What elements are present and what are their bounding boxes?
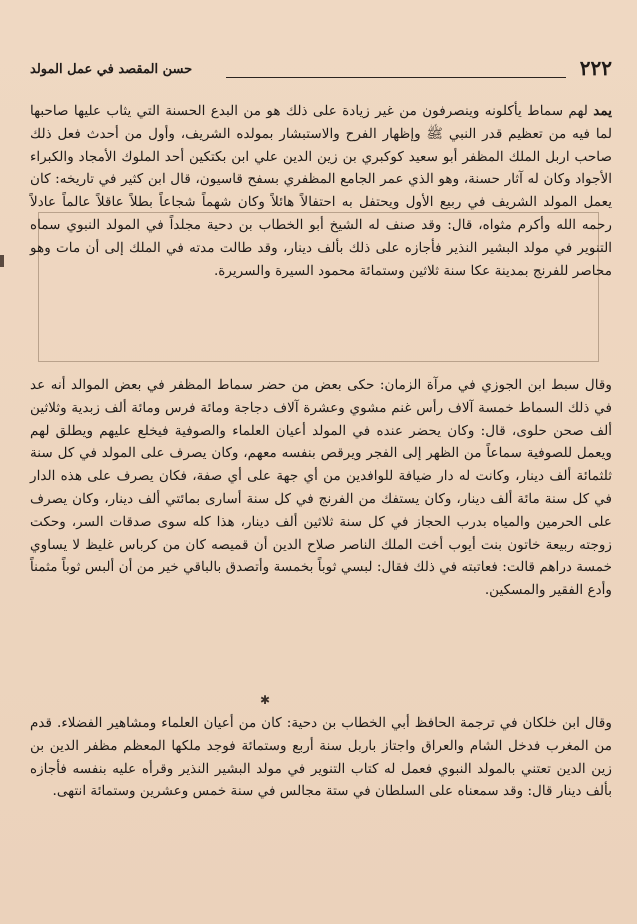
paragraph-1-lead: يمد: [593, 103, 612, 119]
page-header: [30, 56, 612, 86]
paragraph-1: [30, 100, 612, 282]
paragraph-2: وقال سبط ابن الجوزي في مرآة الزمان: حكى بعض من حضر سماط المظفر في بعض الموالد أنه عد في ذلك السماط خمسة آلاف رأس غنم مشوي وعشرة آلاف دجاجة ومائة فرس ومائة ألف زبدية وثلاثين ألف صحن حلوى، قال: وكان يحضر عنده في المولد أعيان العلماء والصوفية فيخلع عليهم ويطلق لهم ويعمل للصوفية سماعاً من الظهر إلى الفجر ويرقص بنفسه معهم، وكان يصرف على المولد في كل سنة ثلثمائة ألف دينار، وكانت له دار ضيافة للوافدين من أي جهة على أي صفة، فكان يصرف على هذه الدار في كل سنة مائة ألف دينار، وكان يستفك من الفرنج في كل سنة أسارى بمائتي ألف دينار، وكان يصرف على الحرمين والمياه بدرب الحجاز في كل سنة ثلاثين ألف دينار، هذا كله سوى صدقات السر، وحكت زوجته ربيعة خاتون بنت أيوب أخت الملك الناصر صلاح الدين أن قميصه كان من كرباس غليظ لا يساوي خمسة دراهم قالت: فعاتبته في ذلك فقال: لبسي ثوباً بخمسة وأتصدق بالباقي خير من أن ألبس ثوباً مثمناً وأدع الفقير والمسكين.: [30, 377, 612, 599]
paragraph-3: وقال ابن خلكان في ترجمة الحافظ أبي الخطاب بن دحية: كان من أعيان العلماء ومشاهير الفضلاء. قدم من المغرب فدخل الشام والعراق واجتاز باربل سنة أربع وستمائة فوجد ملكها المعظم مظفر الدين بن زين الدين تعتني بالمولد النبوي فعمل له كتاب التنوير في مولد البشير النذير وقرأه عليه بنفسه فأجازه بألف دينار قال: وقد سمعناه على السلطان في ستة مجالس في سنة خمس وعشرين وستمائة انتهى.: [30, 715, 612, 800]
page-edge-mark: [0, 255, 4, 267]
header-rule: [226, 77, 566, 78]
running-title: حسن المقصد في عمل المولد: [30, 62, 193, 77]
section-ornament: ✱: [260, 693, 271, 707]
page-number: ٢٢٢: [579, 56, 612, 80]
paragraph-1-text: لهم سماط يأكلونه وينصرفون من غير زيادة على ذلك هو من البدع الحسنة التي يثاب عليها صاحبها لما فيه من تعظيم قدر النبي ﷺ وإظهار الفرح والاستبشار بمولده الشريف، وأول من أحدث فعل ذلك صاحب اربل الملك المظفر أبو سعيد كوكبري بن زين الدين علي ابن بكتكين أحد الملوك الأمجاد والكبراء الأجواد وكان له آثار حسنة، وهو الذي عمر الجامع المظفري بسفح قاسيون، قال ابن كثير في تاريخه: كان يعمل المولد الشريف في ربيع الأول ويحتفل به احتفالاً هائلاً وكان شهماً شجاعاً بطلاً عاقلاً عالماً عادلاً رحمه الله وأكرم مثواه، قال: وقد صنف له الشيخ أبو الخطاب بن دحية مجلداً في المولد النبوي سماه التنوير في مولد البشير النذير فأجازه على ذلك بألف دينار، وقد طالت مدته في الملك إلى أن مات وهو محاصر للفرنج بمدينة عكا سنة ثلاثين وستمائة محمود السيرة والسريرة.: [30, 103, 612, 279]
